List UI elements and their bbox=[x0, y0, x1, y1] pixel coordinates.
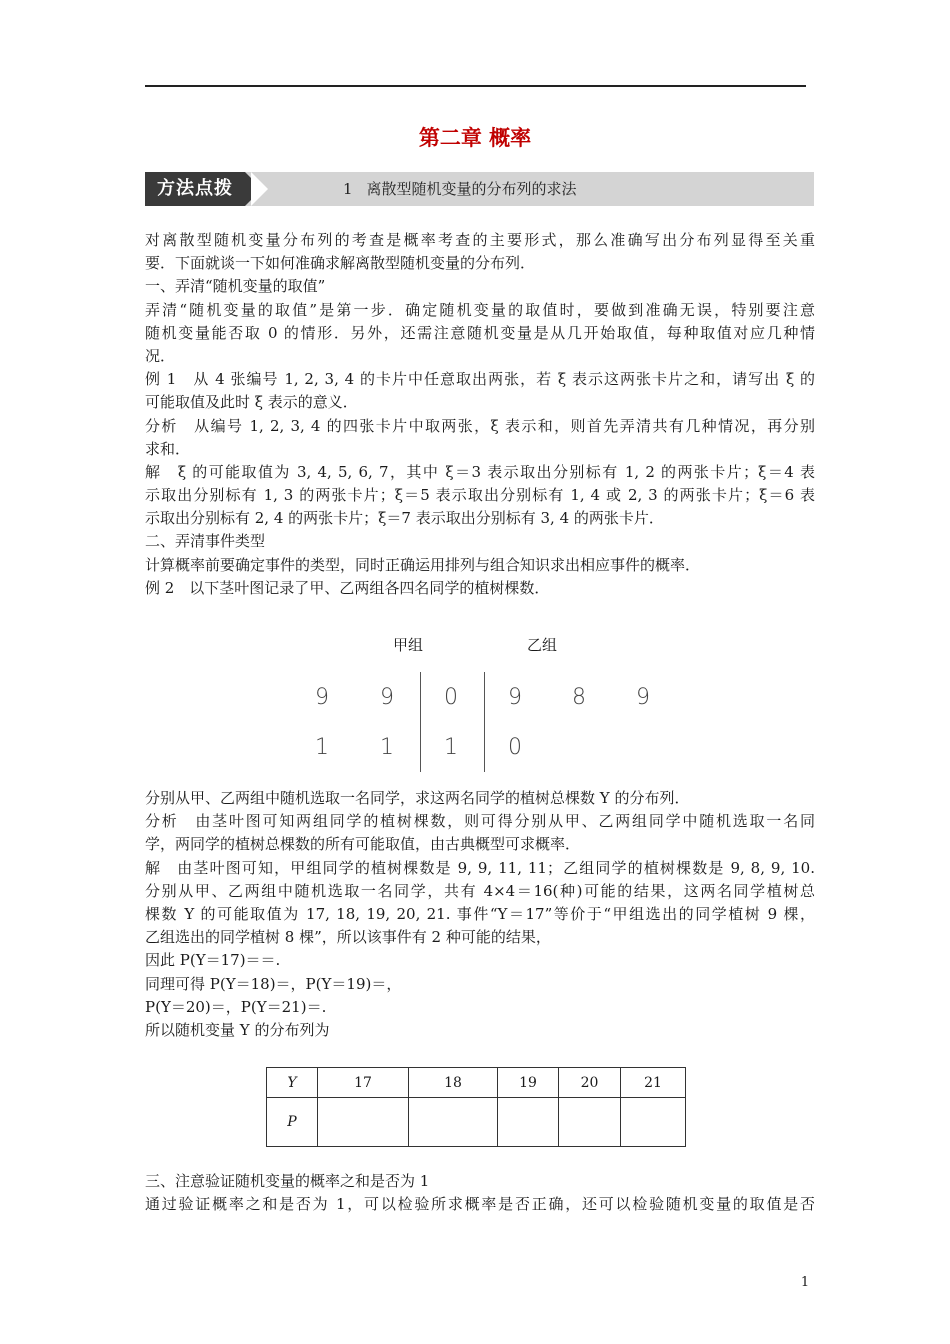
body-block-1 bbox=[145, 229, 815, 600]
stem-divider-right bbox=[484, 672, 485, 772]
leaf-left: 1 bbox=[315, 735, 329, 760]
tag-arrow-gap bbox=[251, 172, 268, 206]
table-cell bbox=[621, 1098, 686, 1147]
body-block-3 bbox=[145, 1170, 815, 1216]
paragraph-line: 计算概率前要确定事件的类型，同时正确运用排列与组合知识求出相应事件的概率． bbox=[145, 555, 701, 574]
table-cell: 17 bbox=[318, 1068, 409, 1098]
paragraph-line: 要．下面就谈一下如何准确求解离散型随机变量的分布列． bbox=[145, 254, 536, 273]
section-heading bbox=[343, 172, 577, 206]
paragraph-line: 对离散型随机变量分布列的考查是概率考查的主要形式，那么准确写出分布列显得至关重 bbox=[145, 231, 815, 249]
heading-line: 二、弄清事件类型 bbox=[145, 532, 266, 551]
table-row-label: Y bbox=[267, 1068, 318, 1098]
table-row bbox=[267, 1068, 686, 1098]
leaf-left: 9 bbox=[380, 685, 394, 710]
example-line: 例 1 从 4 张编号 1, 2, 3, 4 的卡片中任意取出两张，若 ξ 表示这两张卡片之和，请写出 ξ 的 bbox=[145, 370, 815, 389]
solution-line: 解 由茎叶图可知，甲组同学的植树棵数是 9, 9, 11, 11；乙组同学的植树棵数是 9, 8, 9, 10. bbox=[145, 858, 815, 877]
heading-line: 一、弄清“随机变量的取值” bbox=[145, 277, 326, 296]
paragraph-line: 弄清“随机变量的取值”是第一步．确定随机变量的取值时，要做到准确无误，特别要注意 bbox=[145, 300, 815, 319]
chapter-title: 第二章 概率 bbox=[418, 126, 532, 150]
solution-line: 同理可得 P(Y＝18)＝，P(Y＝19)＝， bbox=[145, 974, 402, 993]
table-cell: 20 bbox=[559, 1068, 621, 1098]
page-number: 1 bbox=[800, 1275, 810, 1290]
leaf-left: 9 bbox=[315, 685, 329, 710]
body-block-2 bbox=[145, 787, 815, 1042]
stem-leaf-left-label: 甲组 bbox=[393, 636, 424, 654]
paragraph-line: 分别从甲、乙两组中随机选取一名同学，求这两名同学的植树总棵数 Y 的分布列． bbox=[145, 789, 690, 807]
leaf-right: 8 bbox=[572, 685, 586, 710]
table-cell bbox=[409, 1098, 498, 1147]
table-cell: 21 bbox=[621, 1068, 686, 1098]
analysis-line: 求和． bbox=[145, 439, 191, 458]
solution-line: 示取出分别标有 2, 4 的两张卡片；ξ＝7 表示取出分别标有 3, 4 的两张卡片． bbox=[145, 509, 664, 528]
solution-line: 乙组选出的同学植树 8 棵”，所以该事件有 2 种可能的结果， bbox=[145, 928, 551, 947]
section-number: 1 bbox=[343, 180, 353, 198]
example-line: 例 2 以下茎叶图记录了甲、乙两组各四名同学的植树棵数． bbox=[145, 578, 550, 597]
stem-divider-left bbox=[420, 672, 421, 772]
table-cell bbox=[559, 1098, 621, 1147]
method-tag: 方法点拨 bbox=[145, 172, 245, 206]
section-title: 离散型随机变量的分布列的求法 bbox=[366, 180, 577, 198]
solution-line: 解 ξ 的可能取值为 3, 4, 5, 6, 7，其中 ξ＝3 表示取出分别标有 1, 2 的两张卡片；ξ＝4 表 bbox=[145, 462, 815, 481]
table-cell: 19 bbox=[498, 1068, 559, 1098]
table-row bbox=[267, 1098, 686, 1147]
solution-line: 示取出分别标有 1, 3 的两张卡片；ξ＝5 表示取出分别标有 1, 4 或 2, 3 的两张卡片；ξ＝6 表 bbox=[145, 486, 815, 505]
leaf-left: 1 bbox=[380, 735, 394, 760]
leaf-right: 0 bbox=[508, 735, 522, 760]
header-rule bbox=[145, 85, 806, 87]
solution-line: 因此 P(Y＝17)＝＝. bbox=[145, 951, 281, 970]
leaf-right: 9 bbox=[636, 685, 650, 710]
analysis-line: 学，两同学的植树总棵数的所有可能取值，由古典概型可求概率． bbox=[145, 835, 581, 854]
table-cell: 18 bbox=[409, 1068, 498, 1098]
table-row-label: P bbox=[267, 1098, 318, 1147]
table-cell bbox=[318, 1098, 409, 1147]
solution-line: 棵数 Y 的可能取值为 17, 18, 19, 20, 21. 事件“Y＝17”等价于“甲组选出的同学植树 9 棵， bbox=[145, 904, 815, 923]
paragraph-line: 通过验证概率之和是否为 1，可以检验所求概率是否正确，还可以检验随机变量的取值是否 bbox=[145, 1195, 815, 1214]
stem-value: 1 bbox=[444, 735, 458, 760]
analysis-line: 分析 由茎叶图可知两组同学的植树棵数，则可得分别从甲、乙两组同学中随机选取一名同 bbox=[145, 812, 815, 831]
solution-line: 所以随机变量 Y 的分布列为 bbox=[145, 1020, 330, 1039]
table-cell bbox=[498, 1098, 559, 1147]
paragraph-line: 随机变量能否取 0 的情形．另外，还需注意随机变量是从几开始取值，每种取值对应几种情 bbox=[145, 323, 815, 342]
heading-line: 三、注意验证随机变量的概率之和是否为 1 bbox=[145, 1172, 430, 1190]
solution-line: 分别从甲、乙两组中随机选取一名同学，共有 4×4＝16(种)可能的结果，这两名同学植树总 bbox=[145, 881, 815, 900]
leaf-right: 9 bbox=[508, 685, 522, 710]
paragraph-line: 况． bbox=[145, 346, 176, 365]
distribution-table bbox=[266, 1067, 686, 1147]
stem-leaf-right-label: 乙组 bbox=[527, 636, 558, 654]
solution-line: P(Y＝20)＝，P(Y＝21)＝. bbox=[145, 997, 327, 1016]
stem-value: 0 bbox=[444, 685, 458, 710]
analysis-line: 分析 从编号 1, 2, 3, 4 的四张卡片中取两张，ξ 表示和，则首先弄清共有几种情况，再分别 bbox=[145, 416, 815, 435]
example-line: 可能取值及此时 ξ 表示的意义． bbox=[145, 393, 358, 412]
